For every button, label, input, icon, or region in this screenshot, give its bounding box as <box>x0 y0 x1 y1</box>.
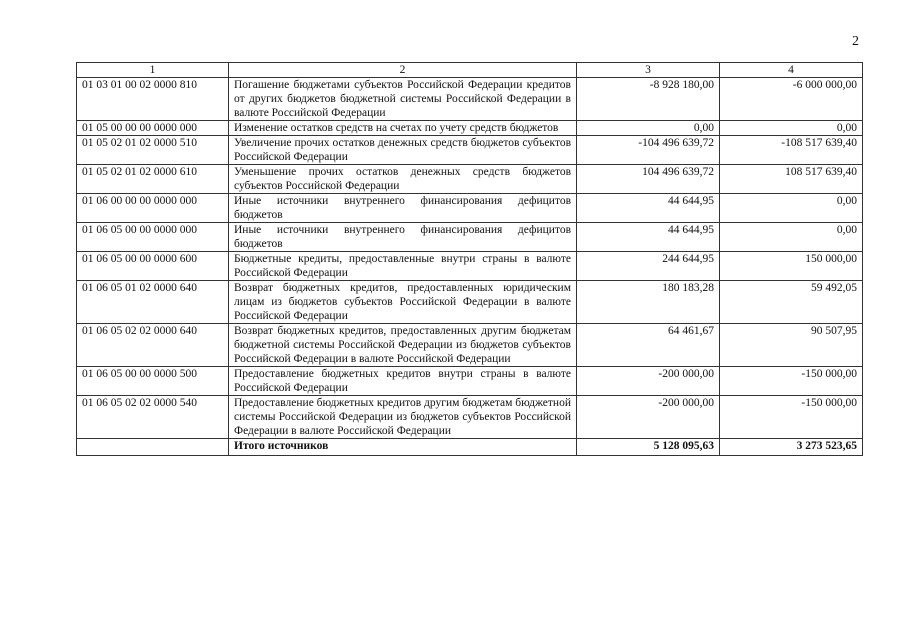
row-amount-4: 108 517 639,40 <box>720 165 863 194</box>
column-header-amount-3: 3 <box>577 63 720 78</box>
table-row <box>77 324 863 367</box>
row-amount-4: 150 000,00 <box>720 252 863 281</box>
column-header-amount-4: 4 <box>720 63 863 78</box>
row-amount-3: 44 644,95 <box>577 194 720 223</box>
row-description: Иные источники внутреннего финансирования дефицитов бюджетов <box>229 194 577 223</box>
total-row <box>77 439 863 456</box>
table-row <box>77 396 863 439</box>
row-description: Уменьшение прочих остатков денежных средств бюджетов субъектов Российской Федерации <box>229 165 577 194</box>
row-amount-3: 64 461,67 <box>577 324 720 367</box>
table-row <box>77 165 863 194</box>
column-header-description: 2 <box>229 63 577 78</box>
financing-sources-table <box>76 62 863 456</box>
row-amount-4: 90 507,95 <box>720 324 863 367</box>
row-description: Бюджетные кредиты, предоставленные внутри страны в валюте Российской Федерации <box>229 252 577 281</box>
row-description: Предоставление бюджетных кредитов внутри страны в валюте Российской Федерации <box>229 367 577 396</box>
row-amount-4: -150 000,00 <box>720 367 863 396</box>
row-description: Увеличение прочих остатков денежных средств бюджетов субъектов Российской Федерации <box>229 136 577 165</box>
row-code: 01 06 05 00 00 0000 500 <box>77 367 229 396</box>
total-code <box>77 439 229 456</box>
row-code: 01 06 05 00 00 0000 000 <box>77 223 229 252</box>
page-number: 2 <box>852 34 859 49</box>
table-row <box>77 252 863 281</box>
row-amount-4: -6 000 000,00 <box>720 78 863 121</box>
table-row <box>77 281 863 324</box>
row-amount-3: -200 000,00 <box>577 367 720 396</box>
table-row <box>77 121 863 136</box>
row-amount-4: -150 000,00 <box>720 396 863 439</box>
row-description: Возврат бюджетных кредитов, предоставленных юридическим лицам из бюджетов субъектов Российской Федерации в валюте Российской Федерации <box>229 281 577 324</box>
row-description: Иные источники внутреннего финансирования дефицитов бюджетов <box>229 223 577 252</box>
total-amount-4: 3 273 523,65 <box>720 439 863 456</box>
row-code: 01 06 05 02 02 0000 640 <box>77 324 229 367</box>
table-row <box>77 223 863 252</box>
table-row <box>77 78 863 121</box>
row-code: 01 05 02 01 02 0000 610 <box>77 165 229 194</box>
row-amount-4: -108 517 639,40 <box>720 136 863 165</box>
table-row <box>77 367 863 396</box>
row-amount-3: 0,00 <box>577 121 720 136</box>
total-amount-3: 5 128 095,63 <box>577 439 720 456</box>
row-amount-4: 59 492,05 <box>720 281 863 324</box>
row-amount-3: -200 000,00 <box>577 396 720 439</box>
row-amount-3: 104 496 639,72 <box>577 165 720 194</box>
table-row <box>77 194 863 223</box>
row-description: Возврат бюджетных кредитов, предоставленных другим бюджетам бюджетной системы Российской Федерации из бюджетов субъектов Российской Федерации в валюте Российской Федерации <box>229 324 577 367</box>
row-code: 01 06 05 02 02 0000 540 <box>77 396 229 439</box>
row-amount-4: 0,00 <box>720 223 863 252</box>
row-amount-4: 0,00 <box>720 194 863 223</box>
row-code: 01 06 00 00 00 0000 000 <box>77 194 229 223</box>
row-amount-3: 180 183,28 <box>577 281 720 324</box>
row-amount-3: -8 928 180,00 <box>577 78 720 121</box>
row-code: 01 06 05 01 02 0000 640 <box>77 281 229 324</box>
column-header-code: 1 <box>77 63 229 78</box>
total-label: Итого источников <box>229 439 577 456</box>
row-code: 01 03 01 00 02 0000 810 <box>77 78 229 121</box>
row-amount-3: 44 644,95 <box>577 223 720 252</box>
row-amount-3: 244 644,95 <box>577 252 720 281</box>
row-code: 01 06 05 00 00 0000 600 <box>77 252 229 281</box>
table-row <box>77 136 863 165</box>
row-description: Изменение остатков средств на счетах по учету средств бюджетов <box>229 121 577 136</box>
row-description: Предоставление бюджетных кредитов другим бюджетам бюджетной системы Российской Федерации из бюджетов субъектов Российской Федерации в валюте Российской Федерации <box>229 396 577 439</box>
row-amount-4: 0,00 <box>720 121 863 136</box>
row-code: 01 05 00 00 00 0000 000 <box>77 121 229 136</box>
row-amount-3: -104 496 639,72 <box>577 136 720 165</box>
row-description: Погашение бюджетами субъектов Российской Федерации кредитов от других бюджетов бюджетной системы Российской Федерации в валюте Российской Федерации <box>229 78 577 121</box>
row-code: 01 05 02 01 02 0000 510 <box>77 136 229 165</box>
table-header-row <box>77 63 863 78</box>
